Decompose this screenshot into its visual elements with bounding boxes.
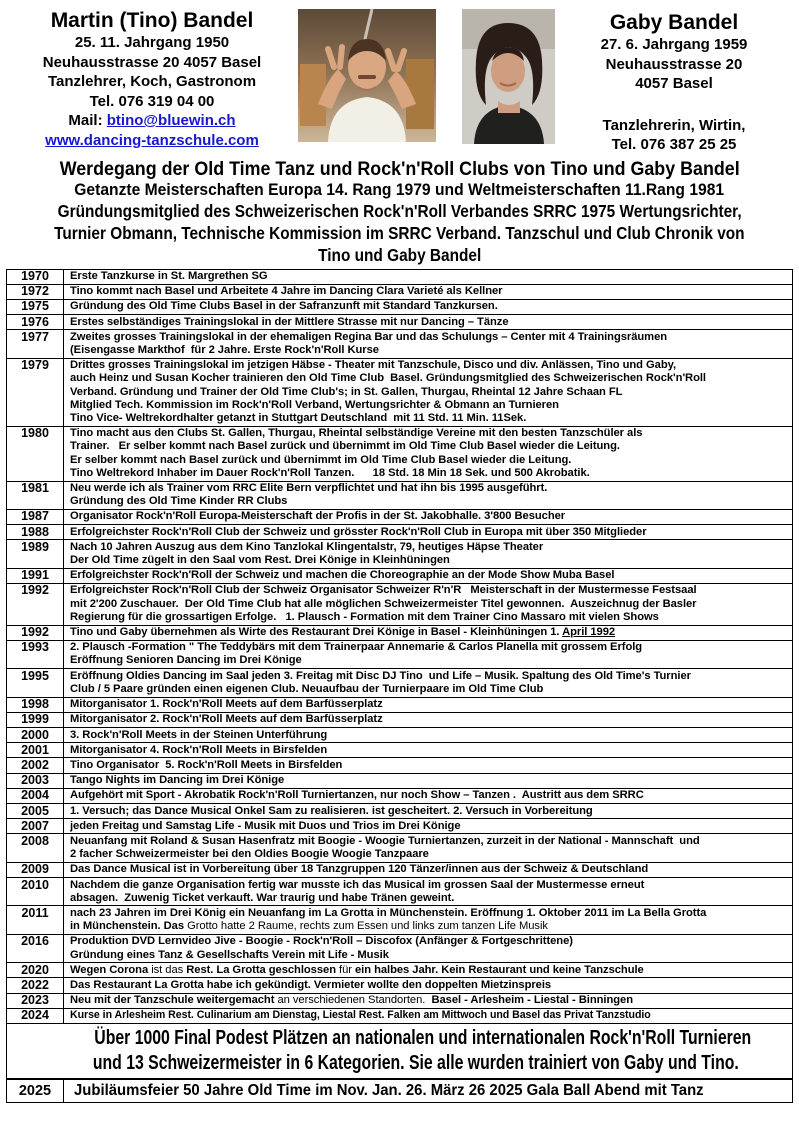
- text-segment: Erfolgreichster Rock'n'Roll der Schweiz und machen die Choreographie an der Mode Show Muba Basel: [70, 569, 615, 582]
- text-segment: Erfolgreichster Rock'n'Roll Club der Schweiz Organisator Schweizer R'n'R Meisterschaft in der Mustermesse Festsaal: [70, 584, 697, 597]
- description-line: [70, 440, 786, 453]
- contact-line: Tel. 076 319 04 00: [89, 92, 215, 110]
- text-segment: Er selber kommt nach Basel zurück und übernimmt im Old Time Club Basel wieder die Leitung.: [70, 453, 572, 466]
- gaby-name: Gaby Bandel: [609, 11, 739, 34]
- description-cell: [64, 583, 793, 625]
- description-line: [70, 399, 786, 412]
- description-cell: [64, 993, 793, 1008]
- contact-line: 25. 11. Jahrgang 1950: [74, 34, 230, 51]
- table-row: [7, 330, 793, 358]
- final-row-2025: [6, 1078, 793, 1103]
- year-cell: 2001: [7, 743, 64, 758]
- text-segment: ein halbes Jahr. Kein Restaurant und keine Tanzschule: [351, 963, 644, 976]
- year-cell: 2004: [7, 788, 64, 803]
- year-cell: 2020: [7, 963, 64, 978]
- footer-summary: [6, 1023, 793, 1080]
- description-cell: [64, 906, 793, 934]
- final-text-cell: Jubiläumsfeier 50 Jahre Old Time im Nov. Jan. 26. März 26 2025 Gala Ball Abend mit Tanz: [74, 1082, 704, 1100]
- text-segment: (Eisengasse Markthof für 2 Jahre. Erste Rock'n'Roll Kurse: [70, 344, 379, 357]
- contact-block-gaby: [555, 4, 793, 155]
- text-segment: Gründung des Old Time Kinder RR Clubs: [70, 495, 288, 508]
- description-line: [70, 979, 786, 992]
- text-segment: Das Dance Musical ist in Vorbereitung über 18 Tanzgruppen 120 Tänzer/innen aus der Schweiz & Deutschland: [70, 863, 649, 876]
- text-segment: Gründung eines Tanz & Gesellschafts Verein mit Life - Musik: [70, 948, 389, 961]
- text-segment: Drittes grosses Trainingslokal im jetzigen Häbse - Theater mit Tanzschule, Disco und div. Anlässen, Tino und Gaby,: [70, 359, 677, 372]
- contact-block-tino: [6, 4, 298, 150]
- text-segment: Tino Vice- Weltrekordhalter getanzt in Stuttgart Deutschland mit 11 Std. 11 Min. 11Sek.: [70, 412, 527, 425]
- text-segment: Erstes selbständiges Trainingslokal in der Mittlere Strasse mit nur Dancing – Tänze: [70, 315, 509, 328]
- subtitle-names: Tino und Gaby Bandel: [317, 244, 482, 265]
- text-segment: Nachdem die ganze Organisation fertig war musste ich das Musical im grossen Saal der Mustermesse erneut: [70, 878, 645, 891]
- description-line: [70, 510, 786, 523]
- table-row: [7, 299, 793, 314]
- description-line: [70, 863, 786, 876]
- description-cell: [64, 834, 793, 862]
- table-row: [7, 728, 793, 743]
- table-row: [7, 568, 793, 583]
- spacer: [555, 94, 793, 116]
- text-segment: Grotto hatte 2 Raume, rechts zum Essen und links zum tanzen Life Musik: [187, 920, 548, 933]
- description-cell: [64, 669, 793, 697]
- year-cell: 1995: [7, 669, 64, 697]
- text-segment: Tango Nights im Dancing im Drei Könige: [70, 774, 285, 787]
- description-line: [70, 611, 786, 624]
- tino-mail-line: [6, 111, 298, 131]
- description-cell: [64, 712, 793, 727]
- year-cell: 2007: [7, 819, 64, 834]
- text-segment: Aufgehört mit Sport - Akrobatik Rock'n'Roll Turniertanzen, nur noch Show – Tanzen . Austritt aus dem SRRC: [70, 789, 644, 802]
- text-segment: nach 23 Jahren im Drei König ein Neuanfang im La Grotta in Münchenstein. Eröffnung 1. Oktober 2011 im La Bella Grotta: [70, 906, 707, 919]
- text-segment: Das Restaurant La Grotta habe ich gekündigt. Vermieter wollte den doppelten Mietzinspreis: [70, 978, 552, 991]
- text-segment: Tino Organisator 5. Rock'n'Roll Meets in Birsfelden: [70, 758, 343, 771]
- year-cell: 1970: [7, 269, 64, 284]
- description-cell: [64, 804, 793, 819]
- header: [6, 4, 793, 155]
- year-cell: 1980: [7, 426, 64, 481]
- table-row: [7, 583, 793, 625]
- description-line: [70, 541, 786, 554]
- mail-link[interactable]: btino@bluewin.ch: [106, 112, 236, 129]
- text-segment: 1. Versuch; das Dance Musical Onkel Sam zu realisieren. ist gescheitert. 2. Versuch in Vorbereitung: [70, 804, 593, 817]
- table-row: [7, 426, 793, 481]
- description-cell: [64, 540, 793, 568]
- description-line: [70, 835, 786, 848]
- text-segment: Kurse in Arlesheim Rest. Culinarium am Dienstag, Liestal Rest. Falken am Mittwoch und Basel das Privat Tanzstudio: [70, 1009, 651, 1022]
- table-row: [7, 1008, 793, 1023]
- gaby-photo: [462, 9, 555, 144]
- text-segment: Eröffnung Senioren Dancing im Drei Könige: [70, 654, 302, 667]
- text-segment: Wegen Corona: [70, 963, 152, 976]
- table-row: [7, 315, 793, 330]
- year-cell: 1976: [7, 315, 64, 330]
- description-cell: [64, 315, 793, 330]
- year-cell: 1988: [7, 525, 64, 540]
- description-cell: [64, 697, 793, 712]
- description-line: [70, 654, 786, 667]
- year-cell: 2008: [7, 834, 64, 862]
- contact-line: 27. 6. Jahrgang 1959: [600, 36, 748, 53]
- description-line: [70, 774, 786, 787]
- text-segment: Erfolgreichster Rock'n'Roll Club der Schweiz und grösster Rock'n'Roll Club in Europa mit über 350 Mitglieder: [70, 525, 647, 538]
- description-cell: [64, 525, 793, 540]
- year-cell: 1992: [7, 625, 64, 640]
- description-line: [70, 626, 786, 639]
- text-segment: Verband. Gründung und Trainer der Old Time Club's; in St. Gallen, Thurgau, Rheintal 12 Jahre Schaan FL: [70, 385, 623, 398]
- description-cell: [64, 640, 793, 668]
- year-cell: 1972: [7, 284, 64, 299]
- table-row: [7, 878, 793, 906]
- table-row: [7, 773, 793, 788]
- table-row: [7, 834, 793, 862]
- description-line: [70, 331, 786, 344]
- table-row: [7, 906, 793, 934]
- text-segment: 3. Rock'n'Roll Meets in der Steinen Unterführung: [70, 728, 328, 741]
- description-cell: [64, 1008, 793, 1023]
- year-cell: 2002: [7, 758, 64, 773]
- year-cell: 2022: [7, 978, 64, 993]
- text-segment: Rest. La Grotta geschlossen: [186, 963, 340, 976]
- year-cell: 1992: [7, 583, 64, 625]
- contact-line: 4057 Basel: [635, 75, 713, 92]
- text-segment: auch Heinz und Susan Kocher trainieren den Old Time Club Basel. Gründungsmitglied des Schweizerischen Rock'n'Roll: [70, 372, 706, 385]
- text-segment: ist das: [151, 963, 187, 976]
- description-cell: [64, 509, 793, 524]
- text-segment: Mitorganisator 1. Rock'n'Roll Meets auf dem Barfüsserplatz: [70, 698, 383, 711]
- description-cell: [64, 773, 793, 788]
- description-cell: [64, 743, 793, 758]
- table-row: [7, 978, 793, 993]
- description-cell: [64, 625, 793, 640]
- year-cell: 2000: [7, 728, 64, 743]
- table-row: [7, 758, 793, 773]
- description-line: [70, 994, 786, 1007]
- year-cell: 1979: [7, 358, 64, 426]
- description-line: [70, 495, 786, 508]
- final-year-cell: 2025: [7, 1079, 64, 1102]
- description-line: [70, 300, 786, 313]
- table-row: [7, 804, 793, 819]
- text-segment: Produktion DVD Lernvideo Jive - Boogie - Rock'n'Roll – Discofox (Anfänger & Fortgeschrittene): [70, 935, 573, 948]
- description-line: [70, 892, 786, 905]
- description-cell: [64, 758, 793, 773]
- description-line: [70, 1009, 786, 1022]
- text-segment: Mitglied Tech. Kommission im Rock'n'Roll Verband, Wertungsrichter & Obmann an Turnieren: [70, 398, 559, 411]
- description-cell: [64, 330, 793, 358]
- table-row: [7, 963, 793, 978]
- text-segment: Club / 5 Paare gründen einen eigenen Club. Neuaufbau der Turnierpaare im Old Time Club: [70, 682, 544, 695]
- description-line: [70, 698, 786, 711]
- year-cell: 1991: [7, 568, 64, 583]
- table-row: [7, 284, 793, 299]
- description-line: [70, 670, 786, 683]
- description-line: [70, 713, 786, 726]
- year-cell: 1998: [7, 697, 64, 712]
- text-segment: April 1992: [562, 626, 616, 639]
- description-line: [70, 964, 786, 977]
- description-cell: [64, 978, 793, 993]
- table-row: [7, 481, 793, 509]
- year-cell: 2005: [7, 804, 64, 819]
- description-line: [70, 344, 786, 357]
- description-cell: [64, 963, 793, 978]
- text-segment: in Münchenstein. Das: [70, 920, 188, 933]
- description-cell: [64, 788, 793, 803]
- description-line: [70, 805, 786, 818]
- table-row: [7, 358, 793, 426]
- description-line: [70, 744, 786, 757]
- table-row: [7, 934, 793, 962]
- year-cell: 1981: [7, 481, 64, 509]
- description-cell: [64, 728, 793, 743]
- text-segment: Tino und Gaby übernehmen als Wirte des Restaurant Drei Könige in Basel - Kleinhüningen 1.: [70, 626, 563, 639]
- title-block: [6, 159, 793, 266]
- tino-name: Martin (Tino) Bandel: [50, 9, 254, 32]
- year-cell: 2016: [7, 934, 64, 962]
- subtitle-founding-2: Turnier Obmann, Technische Kommission im SRRC Verband. Tanzschul und Club Chronik von: [54, 222, 745, 243]
- text-segment: Mitorganisator 4. Rock'n'Roll Meets in Birsfelden: [70, 743, 328, 756]
- description-cell: [64, 878, 793, 906]
- year-cell: 2011: [7, 906, 64, 934]
- description-line: [70, 285, 786, 298]
- text-segment: Trainer. Er selber kommt nach Basel zurück und übernimmt im Old Time Club Basel wieder die Leitung.: [70, 440, 620, 453]
- text-segment: für: [339, 963, 352, 976]
- description-cell: [64, 358, 793, 426]
- text-segment: Neuanfang mit Roland & Susan Hasenfratz mit Boogie - Woogie Turniertanzen, zurzeit in der National - Mannschaft und: [70, 834, 700, 847]
- contact-line: Tel. 076 387 25 25: [611, 136, 737, 153]
- text-segment: Der Old Time zügelt in den Saal vom Rest. Drei Könige in Kleinhüningen: [70, 554, 450, 567]
- description-line: [70, 412, 786, 425]
- description-line: [70, 920, 786, 933]
- description-cell: [64, 269, 793, 284]
- description-cell: [64, 299, 793, 314]
- description-line: [70, 482, 786, 495]
- photos: [298, 4, 555, 144]
- table-row: [7, 819, 793, 834]
- subtitle-founding-1: Gründungsmitglied des Schweizerischen Rock'n'Roll Verbandes SRRC 1975 Wertungsrichter,: [57, 200, 742, 221]
- description-line: [70, 372, 786, 385]
- table-row: [7, 862, 793, 877]
- year-cell: 2023: [7, 993, 64, 1008]
- gaby-profession: [555, 116, 793, 155]
- text-segment: Tino Weltrekord Inhaber im Dauer Rock'n'Roll Tanzen. 18 Std. 18 Min 18 Sek. und 500 Akrobatik.: [70, 466, 590, 479]
- table-row: [7, 540, 793, 568]
- text-segment: 2 facher Schweizermeister bei den Oldies Boogie Woogie Tanzpaare: [70, 848, 429, 861]
- text-segment: Gründung des Old Time Clubs Basel in der Safranzunft mit Standard Tanzkursen.: [70, 300, 498, 313]
- description-line: [70, 641, 786, 654]
- description-line: [70, 907, 786, 920]
- year-cell: 2003: [7, 773, 64, 788]
- tino-details: [6, 33, 298, 111]
- year-cell: 2010: [7, 878, 64, 906]
- text-segment: an verschiedenen Standorten.: [277, 994, 426, 1007]
- description-line: [70, 359, 786, 372]
- text-segment: Regierung für die grossartigen Erfolge. 1. Plausch - Formation mit dem Trainer Cino Massaro mit vielen Shows: [70, 610, 659, 623]
- gaby-details: [555, 35, 793, 94]
- table-row: [7, 640, 793, 668]
- description-cell: [64, 819, 793, 834]
- description-cell: [64, 862, 793, 877]
- table-row: [7, 669, 793, 697]
- contact-line: Neuhausstrasse 20: [605, 55, 743, 73]
- text-segment: jeden Freitag und Samstag Life - Musik mit Duos und Trios im Drei Könige: [70, 819, 461, 832]
- description-line: [70, 316, 786, 329]
- description-line: [70, 759, 786, 772]
- year-cell: 1987: [7, 509, 64, 524]
- text-segment: Tino macht aus den Clubs St. Gallen, Thurgau, Rheintal selbständige Vereine mit den besten Tanzschüler als: [70, 427, 643, 440]
- tino-photo: [298, 9, 436, 142]
- table-row: [7, 509, 793, 524]
- description-line: [70, 949, 786, 962]
- footer-line-1: Über 1000 Final Podest Plätzen an nationalen und internationalen Rock'n'Roll Turnieren: [94, 1026, 752, 1049]
- text-segment: 2. Plausch -Formation " The Teddybärs mit dem Trainerpaar Annemarie & Carlos Planella mit grossem Erfolg: [70, 641, 643, 654]
- contact-line: Neuhausstrasse 20 4057 Basel: [42, 53, 262, 71]
- mail-label: Mail:: [68, 112, 107, 129]
- text-segment: Zweites grosses Trainingslokal in der ehemaligen Regina Bar und das Schulungs – Center mit 4 Trainingsräumen: [70, 330, 668, 343]
- description-cell: [64, 568, 793, 583]
- text-segment: Basel - Arlesheim - Liestal - Binningen: [425, 994, 633, 1007]
- year-cell: 1999: [7, 712, 64, 727]
- description-line: [70, 598, 786, 611]
- description-line: [70, 554, 786, 567]
- description-line: [70, 848, 786, 861]
- description-line: [70, 683, 786, 696]
- table-row: [7, 525, 793, 540]
- description-line: [70, 879, 786, 892]
- description-cell: [64, 426, 793, 481]
- table-row: [7, 625, 793, 640]
- footer-line-2: und 13 Schweizermeister in 6 Kategorien. Sie alle wurden trainiert von Gaby und Tino.: [92, 1051, 739, 1074]
- website-link[interactable]: www.dancing-tanzschule.com: [45, 131, 259, 149]
- description-cell: [64, 934, 793, 962]
- text-segment: Organisator Rock'n'Roll Europa-Meisterschaft der Profis in der St. Jakobhalle. 3'800 Besucher: [70, 510, 566, 523]
- year-cell: 2009: [7, 862, 64, 877]
- year-cell: 1977: [7, 330, 64, 358]
- table-row: [7, 743, 793, 758]
- description-line: [70, 526, 786, 539]
- table-row: [7, 712, 793, 727]
- description-line: [70, 569, 786, 582]
- description-line: [70, 454, 786, 467]
- description-line: [70, 935, 786, 948]
- text-segment: Eröffnung Oldies Dancing im Saal jeden 3. Freitag mit Disc DJ Tino und Life – Musik. Spaltung des Old Time's Turnier: [70, 669, 691, 682]
- contact-line: Tanzlehrer, Koch, Gastronom: [47, 73, 257, 90]
- table-row: [7, 788, 793, 803]
- chronicle-table: [6, 269, 793, 1025]
- text-segment: mit 2'200 Zuschauer. Der Old Time Club hat alle möglichen Schweizermeister Titel gewonnen. Auszeichnug der Basler: [70, 597, 697, 610]
- year-cell: 1989: [7, 540, 64, 568]
- text-segment: Tino kommt nach Basel und Arbeitete 4 Jahre im Dancing Clara Varieté als Kellner: [70, 285, 503, 298]
- text-segment: Erste Tanzkurse in St. Margrethen SG: [70, 270, 268, 282]
- year-cell: 1975: [7, 299, 64, 314]
- description-line: [70, 427, 786, 440]
- description-cell: [64, 481, 793, 509]
- table-row: [7, 269, 793, 284]
- description-line: [70, 270, 786, 283]
- table-row: [7, 697, 793, 712]
- page-title: Werdegang der Old Time Tanz und Rock'n'Roll Clubs von Tino und Gaby Bandel: [59, 158, 740, 180]
- text-segment: Neu mit der Tanzschule weitergemacht: [70, 994, 278, 1007]
- description-line: [70, 729, 786, 742]
- text-segment: Neu werde ich als Trainer vom RRC Elite Bern verpflichtet und hat ihn bis 1995 ausgeführt.: [70, 482, 548, 495]
- year-cell: 1993: [7, 640, 64, 668]
- description-cell: [64, 284, 793, 299]
- year-cell: 2024: [7, 1008, 64, 1023]
- table-row: [7, 993, 793, 1008]
- description-line: [70, 789, 786, 802]
- text-segment: Mitorganisator 2. Rock'n'Roll Meets auf dem Barfüsserplatz: [70, 713, 383, 726]
- contact-line: Tanzlehrerin, Wirtin,: [602, 116, 746, 134]
- description-line: [70, 467, 786, 480]
- description-line: [70, 584, 786, 597]
- description-line: [70, 820, 786, 833]
- description-line: [70, 386, 786, 399]
- text-segment: absagen. Zuwenig Ticket verkauft. War traurig und habe Tränen geweint.: [70, 891, 455, 904]
- text-segment: Nach 10 Jahren Auszug aus dem Kino Tanzlokal Klingentalstr, 79, heutiges Häpse Theater: [70, 540, 544, 553]
- subtitle-championships: Getanzte Meisterschaften Europa 14. Rang 1979 und Weltmeisterschaften 11.Rang 1981: [74, 179, 725, 199]
